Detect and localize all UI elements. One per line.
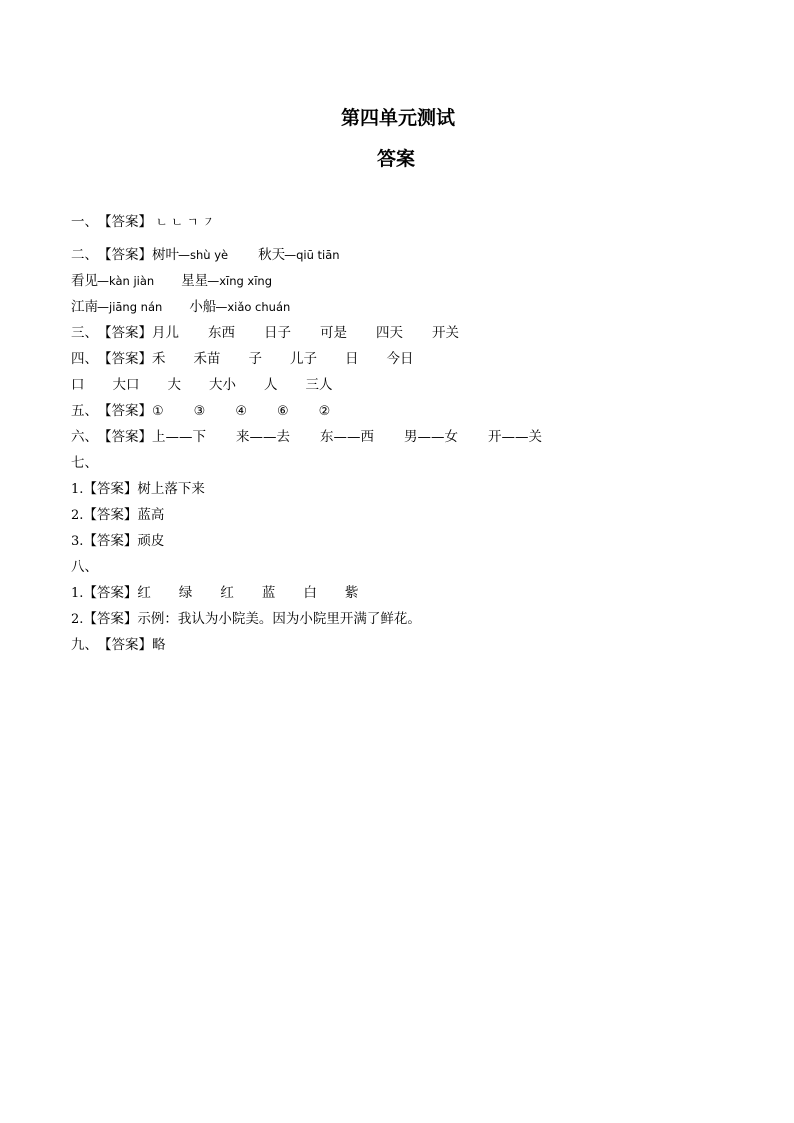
answer-text: 树上落下来 [137, 481, 205, 497]
word: 大口 [112, 377, 140, 393]
document-subtitle: 答案 [376, 148, 416, 170]
answer-tag: 【答案】 [98, 403, 152, 419]
sub-number: 1. [71, 482, 84, 497]
answer-line-5 [71, 401, 330, 421]
question-label: 七、 [71, 455, 98, 471]
word: 上 [152, 429, 166, 445]
answer-tag: 【答案】 [98, 351, 152, 367]
word: 三人 [305, 377, 333, 393]
answer-text: 略 [152, 637, 166, 653]
circled-number: ③ [193, 404, 206, 419]
word: 女 [444, 429, 458, 445]
answer-tag: 【答案】 [83, 611, 138, 627]
pinyin: qiū tiān [296, 248, 340, 262]
answer-line-2c [71, 297, 290, 317]
word: 禾 [152, 351, 166, 367]
sub-number: 1. [71, 586, 84, 601]
answer-line-4 [71, 349, 414, 369]
word: 去 [276, 429, 290, 445]
word: 开 [488, 429, 502, 445]
answer-tag: 【答案】 [98, 247, 152, 263]
word: 月儿 [152, 325, 179, 341]
word: 看见 [71, 273, 98, 289]
dash: —— [165, 429, 193, 445]
answer-tag: 【答案】 [98, 214, 152, 230]
word: 蓝 [261, 585, 276, 601]
word: 红 [137, 585, 151, 601]
dash: — [207, 274, 220, 288]
dash: — [97, 300, 109, 314]
circled-number: ① [152, 404, 164, 419]
question-label: 六、 [71, 429, 98, 445]
answer-line-8-2 [71, 609, 421, 629]
answer-text: 示例：我认为小院美。因为小院里开满了鲜花。 [137, 611, 421, 627]
answer-tag: 【答案】 [83, 481, 138, 497]
word: 白 [303, 585, 317, 601]
word: 四天 [376, 325, 403, 341]
circled-number: ⑥ [276, 404, 289, 419]
word: 东西 [208, 325, 235, 341]
word: 秋天 [258, 247, 286, 263]
word: 江南 [71, 299, 98, 315]
word: 口 [71, 377, 85, 393]
answer-text: 顽皮 [137, 533, 165, 549]
document-title: 第四单元测试 [340, 107, 456, 129]
question-label: 五、 [71, 403, 98, 419]
dash: —— [417, 429, 445, 445]
answer-tag: 【答案】 [83, 507, 138, 523]
answer-tag: 【答案】 [98, 325, 152, 341]
word: 日子 [264, 325, 291, 341]
word: 关 [528, 429, 542, 445]
question-label: 三、 [71, 325, 98, 341]
circled-number: ④ [235, 404, 247, 419]
answer-line-4b [71, 375, 333, 395]
answer-line-9 [71, 635, 166, 655]
dash: — [284, 248, 297, 262]
answer-tag: 【答案】 [98, 637, 152, 653]
word: 来 [236, 429, 250, 445]
word: 东 [320, 429, 334, 445]
answer-tag: 【答案】 [83, 585, 138, 601]
question-label: 一、 [71, 214, 98, 230]
question-label: 二、 [71, 247, 98, 263]
answer-text: 蓝高 [137, 507, 165, 523]
question-label: 四、 [71, 351, 98, 367]
word: 大 [167, 377, 181, 393]
sub-number: 2. [71, 508, 84, 523]
word: 人 [264, 377, 278, 393]
pinyin: xīng xīng [219, 274, 273, 288]
word: 禾苗 [193, 351, 221, 367]
word: 大小 [209, 377, 236, 393]
answer-line-7-2 [71, 505, 164, 525]
pinyin: shù yè [190, 248, 229, 262]
question-label: 九、 [71, 637, 98, 653]
pinyin: xiǎo chuán [227, 300, 291, 314]
answer-line-8-1 [71, 583, 358, 603]
answer-tag: 【答案】 [83, 533, 138, 549]
word: 可是 [320, 325, 347, 341]
word: 儿子 [290, 351, 317, 367]
word: 开关 [432, 325, 459, 341]
dash: — [97, 274, 109, 288]
dash: —— [249, 429, 277, 445]
answer-text: ㄴ ㄴ ㄱ ㇇ [156, 215, 215, 229]
answer-line-6 [71, 427, 542, 447]
word: 小船 [189, 299, 217, 315]
question-label: 八、 [71, 559, 98, 575]
word: 紫 [344, 585, 359, 601]
answer-line-2 [71, 245, 340, 265]
word: 日 [345, 351, 359, 367]
dash: — [178, 248, 190, 262]
sub-number: 2. [71, 612, 84, 627]
word: 今日 [386, 351, 414, 367]
circled-number: ② [318, 404, 331, 419]
word: 星星 [181, 273, 209, 289]
answer-tag: 【答案】 [98, 429, 152, 445]
word: 树叶 [152, 247, 179, 263]
answer-line-2b [71, 271, 272, 291]
sub-number: 3. [71, 534, 84, 549]
answer-line-1 [71, 212, 214, 232]
pinyin: jiāng nán [109, 300, 163, 314]
word: 红 [220, 585, 234, 601]
dash: —— [501, 429, 529, 445]
question-heading-7 [71, 453, 98, 473]
word: 绿 [178, 585, 193, 601]
dash: — [215, 300, 228, 314]
answer-line-3 [71, 323, 459, 343]
question-heading-8 [71, 557, 98, 577]
answer-line-7-3 [71, 531, 164, 551]
word: 西 [360, 429, 374, 445]
pinyin: kàn jiàn [109, 274, 155, 288]
word: 下 [192, 429, 206, 445]
word: 子 [248, 351, 262, 367]
word: 男 [404, 429, 418, 445]
dash: —— [333, 429, 361, 445]
answer-line-7-1 [71, 479, 205, 499]
